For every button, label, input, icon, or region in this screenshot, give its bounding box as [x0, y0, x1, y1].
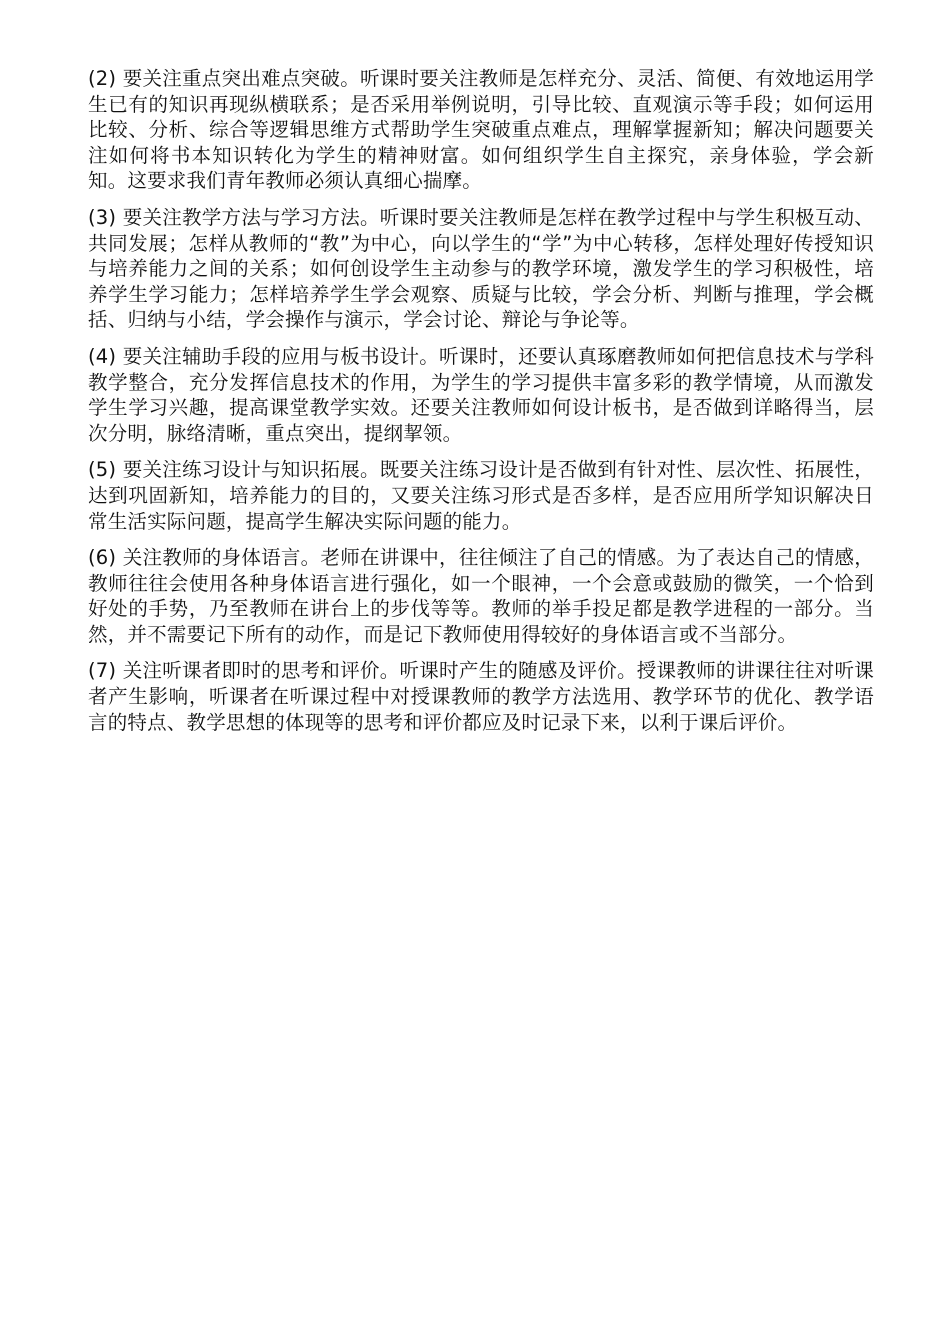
paragraph-listener-reflection: (7) 关注听课者即时的思考和评价。听课时产生的随感及评价。授课教师的讲课往往对听课者产生影响，听课者在听课过程中对授课教师的教学方法选用、教学环节的优化、教学语言的特点、教学思想的体现等的思考和评价都应及时记录下来，以利于课后评价。	[88, 659, 874, 734]
paragraph-exercise-design: (5) 要关注练习设计与知识拓展。既要关注练习设计是否做到有针对性、层次性、拓展性，达到巩固新知，培养能力的目的，又要关注练习形式是否多样，是否应用所学知识解决日常生活实际问题，提高学生解决实际问题的能力。	[88, 458, 874, 533]
paragraph-body-language: (6) 关注教师的身体语言。老师在讲课中，往往倾注了自己的情感。为了表达自己的情感，教师往往会使用各种身体语言进行强化，如一个眼神，一个会意或鼓励的微笑，一个恰到好处的手势，乃至教师在讲台上的步伐等等。教师的举手投足都是教学进程的一部分。当然，并不需要记下所有的动作，而是记下教师使用得较好的身体语言或不当部分。	[88, 546, 874, 646]
paragraph-teaching-methods: (3) 要关注教学方法与学习方法。听课时要关注教师是怎样在教学过程中与学生积极互动、共同发展；怎样从教师的“教”为中心，向以学生的“学”为中心转移，怎样处理好传授知识与培养能力之间的关系；如何创设学生主动参与的教学环境，激发学生的学习积极性，培养学生学习能力；怎样培养学生学会观察、质疑与比较，学会分析、判断与推理，学会概括、归纳与小结，学会操作与演示，学会讨论、辩论与争论等。	[88, 205, 874, 332]
paragraph-auxiliary-means: (4) 要关注辅助手段的应用与板书设计。听课时，还要认真琢磨教师如何把信息技术与学科教学整合，充分发挥信息技术的作用，为学生的学习提供丰富多彩的教学情境，从而激发学生学习兴趣，提高课堂教学实效。还要关注教师如何设计板书，是否做到详略得当，层次分明，脉络清晰，重点突出，提纲挈领。	[88, 344, 874, 445]
document-page	[88, 66, 874, 746]
paragraph-focus-key-points: (2) 要关注重点突出难点突破。听课时要关注教师是怎样充分、灵活、简便、有效地运用学生已有的知识再现纵横联系；是否采用举例说明，引导比较、直观演示等手段；如何运用比较、分析、综合等逻辑思维方式帮助学生突破重点难点，理解掌握新知；解决问题要关注如何将书本知识转化为学生的精神财富。如何组织学生自主探究，亲身体验，学会新知。这要求我们青年教师必须认真细心揣摩。	[88, 67, 874, 193]
